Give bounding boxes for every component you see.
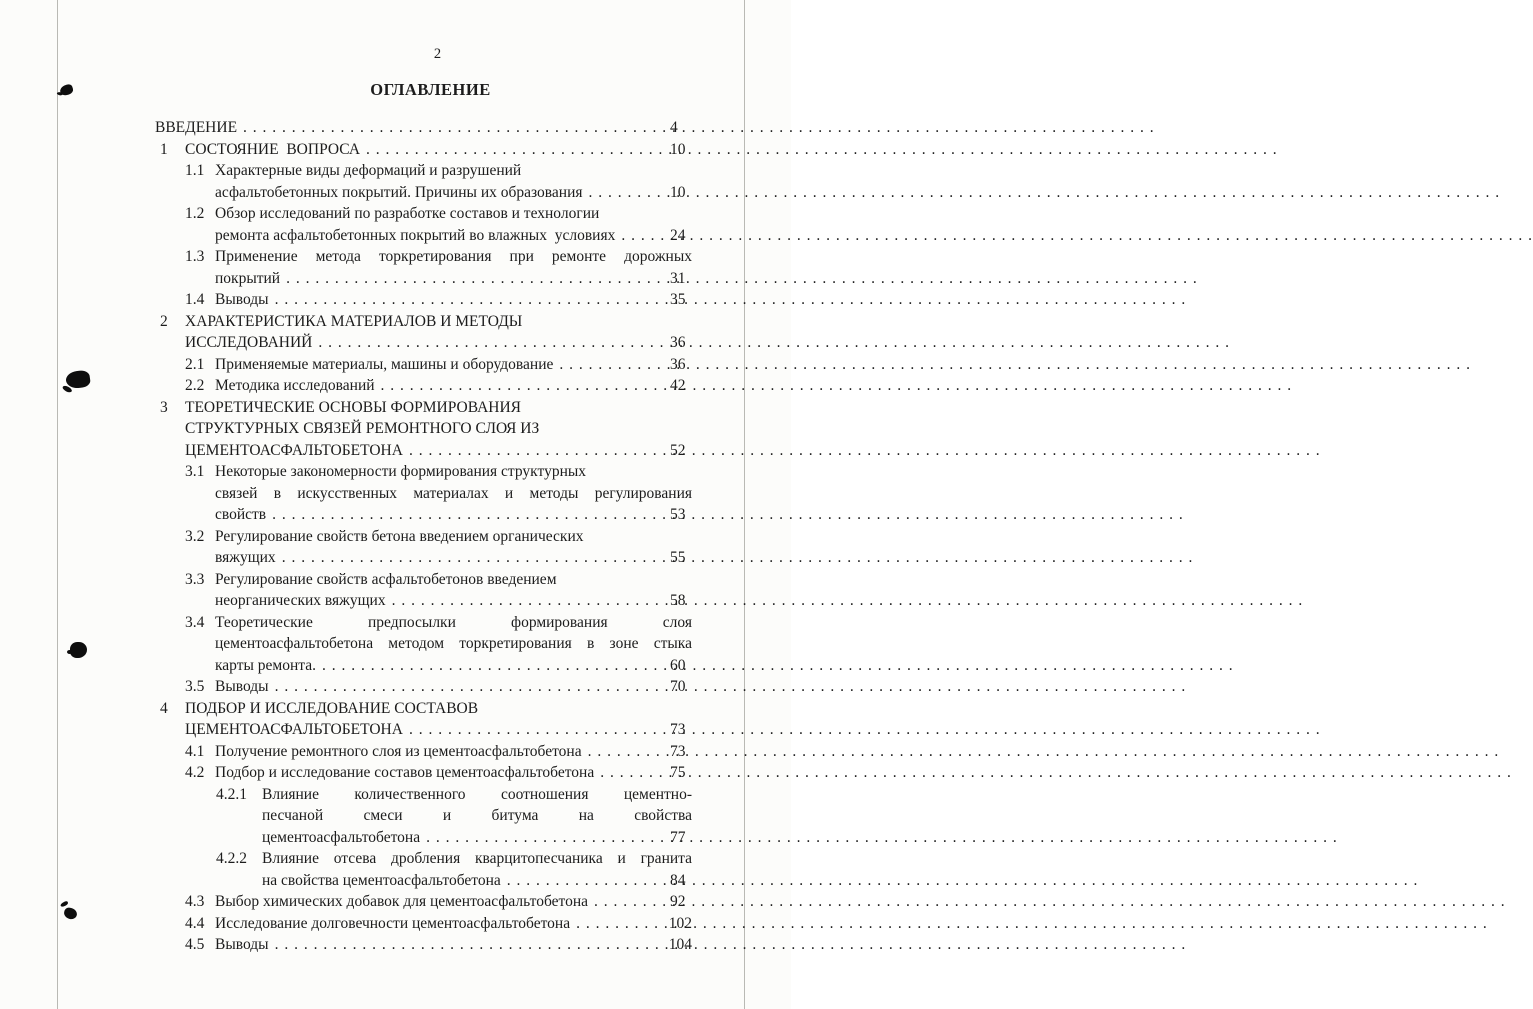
scan-edge-line-left xyxy=(57,0,58,1009)
toc-entry xyxy=(155,934,692,956)
toc-entry-number: 4.2 xyxy=(185,764,205,781)
page-number: 2 xyxy=(433,46,442,62)
toc-line: Влияние количественного соотношения цементно- xyxy=(262,785,692,803)
dot-leader xyxy=(409,440,656,462)
dot-leader xyxy=(507,870,656,892)
toc-line xyxy=(215,762,692,784)
toc-page-ref: 73 xyxy=(670,721,686,738)
dot-leader xyxy=(426,827,656,849)
toc-page-ref: 55 xyxy=(670,549,686,566)
toc-line: Характерные виды деформаций и разрушений xyxy=(215,162,522,179)
toc-entry xyxy=(155,913,692,935)
toc-line: ТЕОРЕТИЧЕСКИЕ ОСНОВЫ ФОРМИРОВАНИЯ xyxy=(185,398,521,416)
toc-entry-number: 4.5 xyxy=(185,936,205,953)
toc-page-ref: 52 xyxy=(670,441,686,459)
toc-entry-text: покрытий xyxy=(215,269,281,287)
toc-page-ref: 35 xyxy=(670,291,686,308)
toc-entry-text: Выводы xyxy=(215,678,269,695)
toc-entry-text: Применяемые материалы, машины и оборудование xyxy=(215,355,554,373)
dot-leader xyxy=(588,741,656,763)
toc-line: связей в искусственных материалах и методы регулирования xyxy=(215,484,692,502)
toc-entry-number: 3 xyxy=(160,398,168,416)
toc-page-ref: 58 xyxy=(670,592,686,609)
toc-line xyxy=(215,655,692,677)
dot-leader xyxy=(275,289,656,311)
dot-leader xyxy=(589,182,657,204)
toc-entry xyxy=(155,397,692,462)
toc-line xyxy=(155,117,692,139)
ink-blob-3 xyxy=(70,642,87,658)
toc-entry-number: 3.3 xyxy=(185,570,205,588)
toc-page-ref: 10 xyxy=(670,183,686,201)
toc-entry-text: Выводы xyxy=(215,291,269,308)
toc-entry xyxy=(155,311,692,354)
toc-line: Некоторые закономерности формирования структурных xyxy=(215,463,587,480)
toc-line xyxy=(215,934,692,956)
toc-entry xyxy=(155,762,692,784)
toc-page-ref: 70 xyxy=(670,678,686,695)
toc-entry-text: неорганических вяжущих xyxy=(215,592,386,609)
toc-entry-text: ремонта асфальтобетонных покрытий во влажных условиях xyxy=(215,226,616,244)
toc-line xyxy=(215,913,692,935)
toc-page-ref: 4 xyxy=(670,119,678,136)
toc-page-ref: 36 xyxy=(670,334,686,351)
toc-entry-text: СОСТОЯНИЕ ВОПРОСА xyxy=(185,140,361,158)
dot-leader xyxy=(282,547,656,569)
toc-line xyxy=(262,827,692,849)
toc-entry-number: 1.3 xyxy=(185,248,205,265)
toc-page-ref: 60 xyxy=(670,656,686,674)
toc-entry xyxy=(155,891,692,913)
toc-entry-text: Выводы xyxy=(215,936,269,953)
toc-page-ref: 53 xyxy=(670,506,686,523)
toc-page-ref: 104 xyxy=(668,936,692,953)
toc-entry-text: Подбор и исследование составов цементоасфальтобетона xyxy=(215,764,595,781)
toc-line: СТРУКТУРНЫХ СВЯЗЕЙ РЕМОНТНОГО СЛОЯ ИЗ xyxy=(185,420,540,437)
toc-entry-number: 4.1 xyxy=(185,742,205,760)
ink-blob-4 xyxy=(63,907,78,921)
toc-entry xyxy=(155,676,692,698)
dot-leader xyxy=(275,676,656,698)
toc-entry xyxy=(155,246,692,289)
toc-line xyxy=(215,225,692,247)
toc-line: Применение метода торкретирования при ремонте дорожных xyxy=(215,248,692,265)
toc-entry-text: цементоасфальтобетона xyxy=(262,828,421,846)
toc-title: ОГЛАВЛЕНИЕ xyxy=(370,80,491,99)
dot-leader xyxy=(381,375,656,397)
toc-page-ref: 73 xyxy=(670,742,686,760)
ink-blob-1 xyxy=(59,83,74,97)
toc-page-ref: 92 xyxy=(670,893,686,910)
dot-leader xyxy=(275,934,655,956)
toc-entry-text: Методика исследований xyxy=(215,377,375,394)
toc-line: Регулирование свойств асфальтобетонов введением xyxy=(215,570,557,588)
toc-line xyxy=(215,741,692,763)
toc-entry xyxy=(155,698,692,741)
toc-entry-number: 4.2.1 xyxy=(216,785,247,803)
toc-entry-number: 1 xyxy=(160,140,168,158)
toc-entry-number: 4.3 xyxy=(185,893,205,910)
toc-line xyxy=(185,139,692,161)
toc-entry-number: 3.1 xyxy=(185,463,205,480)
toc-page-ref: 75 xyxy=(670,764,686,781)
toc-entry-text: Исследование долговечности цементоасфальтобетона xyxy=(215,914,571,932)
toc-entry xyxy=(155,117,692,139)
content-column xyxy=(155,0,692,956)
dot-leader xyxy=(272,504,656,526)
dot-leader xyxy=(594,891,656,913)
dot-leader xyxy=(286,268,656,290)
toc-line: ПОДБОР И ИССЛЕДОВАНИЕ СОСТАВОВ xyxy=(185,699,479,717)
toc-line xyxy=(185,440,692,462)
toc-entry xyxy=(155,612,692,677)
toc-entry-number: 2.2 xyxy=(185,377,205,394)
toc-entry-number: 1.2 xyxy=(185,205,205,222)
toc-entry xyxy=(155,289,692,311)
toc-page-ref: 10 xyxy=(670,140,686,158)
toc-line xyxy=(185,719,692,741)
toc-line: Влияние отсева дробления кварцитопесчаника и гранита xyxy=(262,850,692,867)
toc-entry-number: 3.5 xyxy=(185,678,205,695)
toc-entry xyxy=(155,461,692,526)
toc-entry xyxy=(155,160,692,203)
toc-page-ref: 102 xyxy=(668,914,692,932)
toc-entry-text: ВВЕДЕНИЕ xyxy=(155,119,238,136)
dot-leader xyxy=(559,354,656,376)
toc-line: ХАРАКТЕРИСТИКА МАТЕРИАЛОВ И МЕТОДЫ xyxy=(185,312,523,330)
toc-entry xyxy=(155,741,692,763)
dot-leader xyxy=(600,762,656,784)
dot-leader xyxy=(409,719,656,741)
toc-line xyxy=(215,547,692,569)
toc-entry-number: 4.4 xyxy=(185,914,205,932)
toc-entry xyxy=(155,354,692,376)
toc-line xyxy=(215,289,692,311)
toc-page-ref: 24 xyxy=(670,226,686,244)
toc-line xyxy=(262,870,692,892)
toc-entry-number: 1.4 xyxy=(185,291,205,308)
toc-entry xyxy=(155,848,692,891)
toc-line xyxy=(215,676,692,698)
toc-line: песчаной смеси и битума на свойства xyxy=(262,807,692,824)
toc-entry xyxy=(155,139,692,161)
toc-entry-number: 3.4 xyxy=(185,613,205,631)
toc-line xyxy=(215,504,692,526)
toc-entry-number: 2.1 xyxy=(185,355,205,373)
toc-page-ref: 31 xyxy=(670,269,686,287)
toc-line: Регулирование свойств бетона введением органических xyxy=(215,527,584,545)
toc-entry-text: свойств xyxy=(215,506,267,523)
toc-entry-text: ЦЕМЕНТОАСФАЛЬТОБЕТОНА xyxy=(185,721,403,738)
toc-line: Теоретические предпосылки формирования слоя xyxy=(215,613,692,631)
dot-leader xyxy=(392,590,656,612)
toc-entry-number: 3.2 xyxy=(185,527,205,545)
toc-line xyxy=(215,590,692,612)
toc-line xyxy=(215,891,692,913)
dot-leader xyxy=(322,655,656,677)
toc-entry-text: на свойства цементоасфальтобетона xyxy=(262,871,501,889)
toc-entry-text: ЦЕМЕНТОАСФАЛЬТОБЕТОНА xyxy=(185,441,403,459)
dot-leader xyxy=(366,139,656,161)
toc-page-ref: 84 xyxy=(670,871,686,889)
toc-line xyxy=(215,182,692,204)
toc-entry xyxy=(155,569,692,612)
toc-entry xyxy=(155,784,692,849)
toc-entry-number: 2 xyxy=(160,312,168,330)
toc-entry xyxy=(155,203,692,246)
toc-line xyxy=(215,268,692,290)
toc-entry-text: ИССЛЕДОВАНИЙ xyxy=(185,334,313,351)
toc-line xyxy=(215,354,692,376)
toc-entry-number: 4 xyxy=(160,699,168,717)
toc-entry-text: Выбор химических добавок для цементоасфальтобетона xyxy=(215,893,589,910)
toc-line: Обзор исследований по разработке составов и технологии xyxy=(215,205,600,222)
toc-entry-text: вяжущих xyxy=(215,549,276,566)
dot-leader xyxy=(621,225,656,247)
toc-line xyxy=(215,375,692,397)
toc-entry-text: асфальтобетонных покрытий. Причины их образования xyxy=(215,183,583,201)
dot-leader xyxy=(576,913,655,935)
toc-page-ref: 42 xyxy=(670,377,686,394)
toc-entry-text: карты ремонта. xyxy=(215,656,316,674)
toc-page-ref: 77 xyxy=(670,828,686,846)
toc-line xyxy=(185,332,692,354)
toc-page-ref: 36 xyxy=(670,355,686,373)
toc-entry-text: Получение ремонтного слоя из цементоасфальтобетона xyxy=(215,742,582,760)
ink-blob-2 xyxy=(65,369,91,389)
toc-entry xyxy=(155,526,692,569)
dot-leader xyxy=(243,117,656,139)
dot-leader xyxy=(318,332,656,354)
toc-entry-number: 4.2.2 xyxy=(216,850,247,867)
toc-entry-number: 1.1 xyxy=(185,162,205,179)
toc-entry xyxy=(155,375,692,397)
toc-line: цементоасфальтобетона методом торкретирования в зоне стыка xyxy=(215,635,692,652)
table-of-contents xyxy=(155,117,692,956)
